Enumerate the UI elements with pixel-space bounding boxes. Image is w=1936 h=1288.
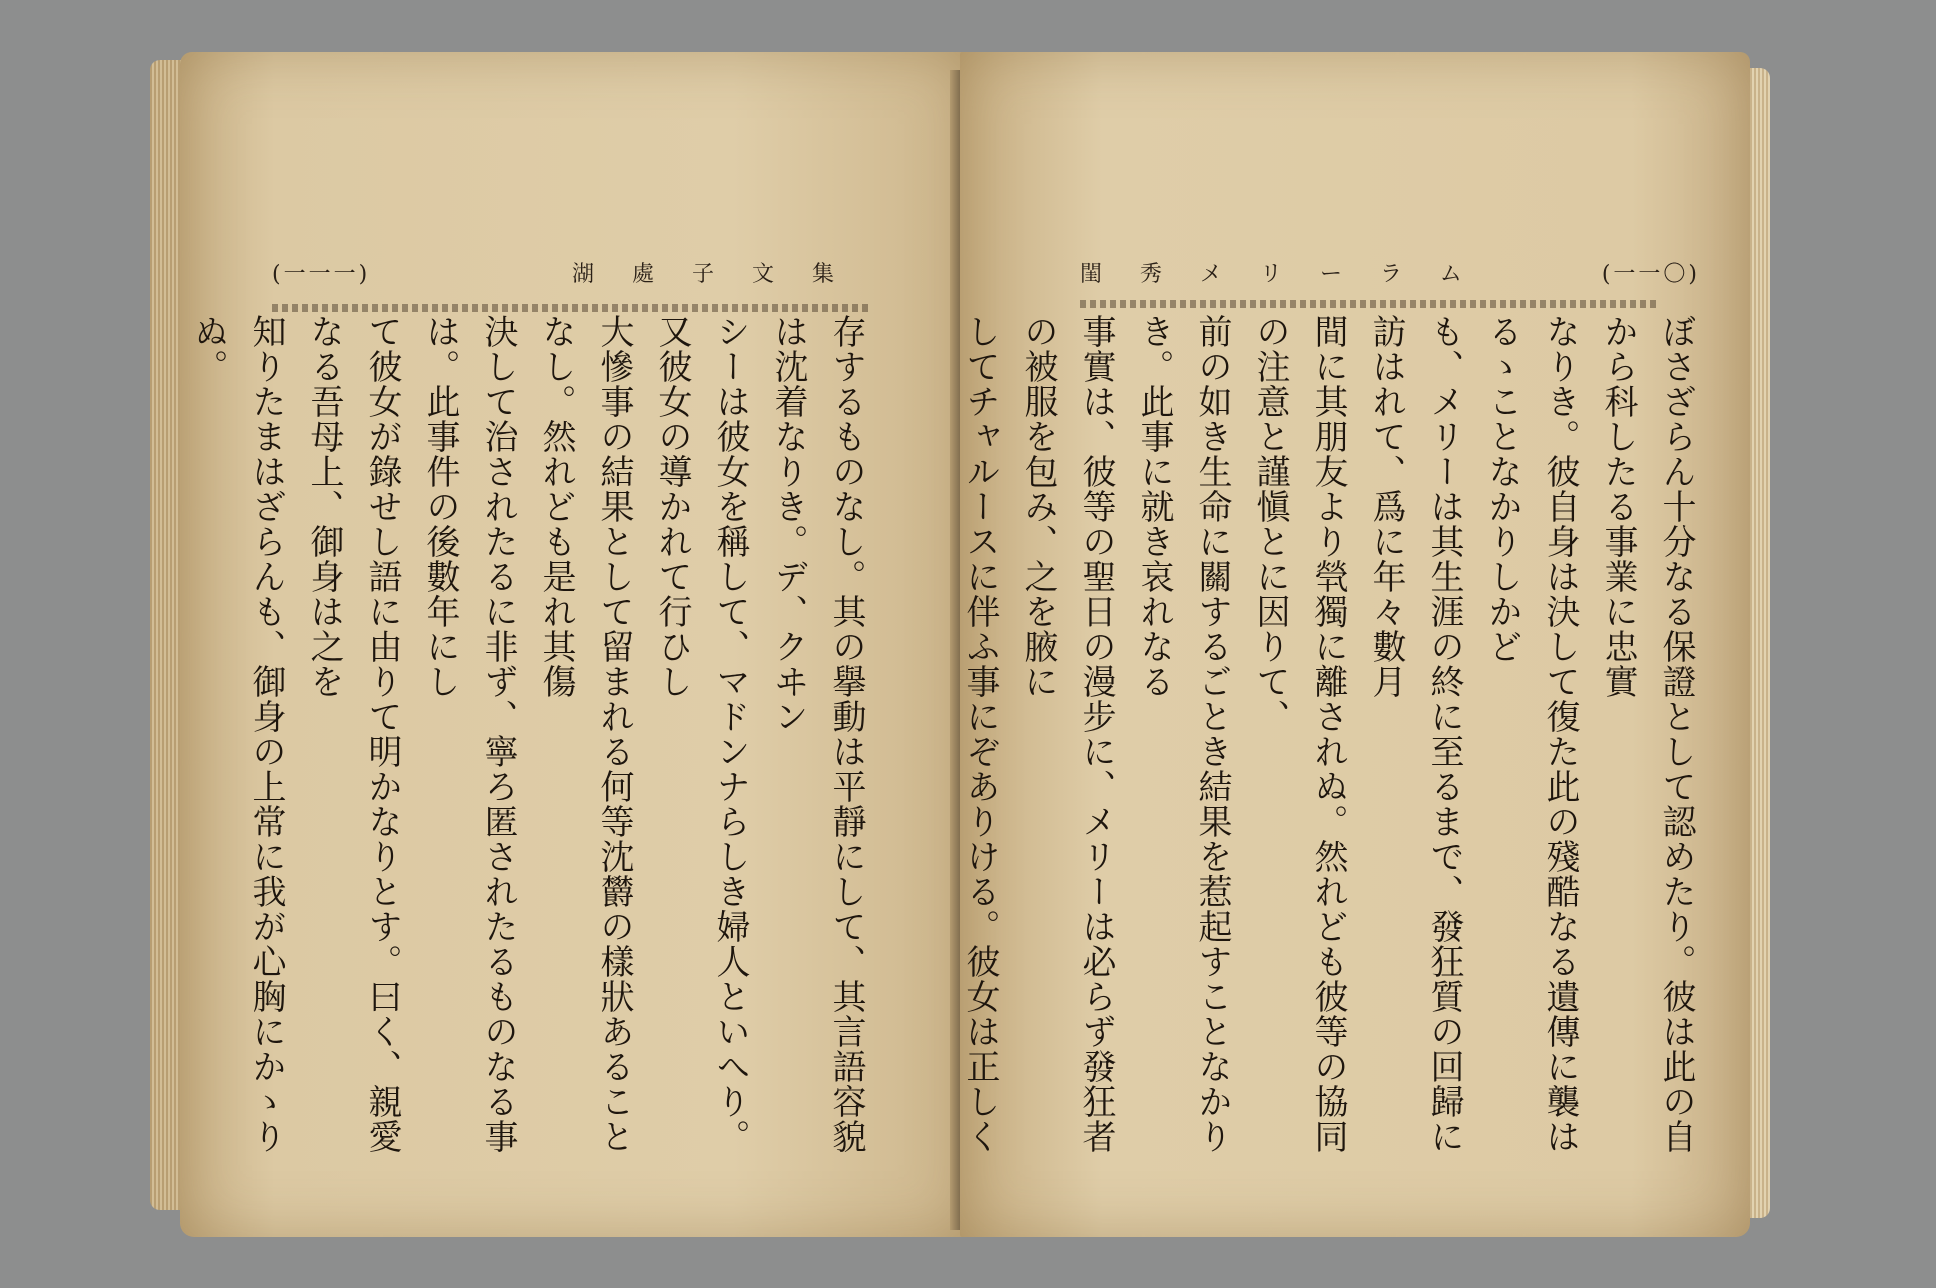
running-title: 湖處子文集 <box>571 261 872 287</box>
text-column: 間に其朋友より煢獨に離されぬ。然れども彼等の協同の注意と謹愼とに因りて、 <box>1250 314 1348 1154</box>
text-column: 決して治されたるに非ず、寧ろ匿されたるものなる事は。此事件の後數年にし <box>420 314 518 1154</box>
text-column: なりき。彼自身は決して復た此の殘酷なる遺傳に襲はるゝことなかりしかど <box>1482 314 1580 1154</box>
text-column: て彼女が錄せし語に由りて明かなりとす。曰く、親愛なる吾母上、御身は之を <box>304 314 402 1154</box>
text-column: 知りたまはざらんも、御身の上常に我が心胸にかゝりぬ。 <box>188 314 286 1154</box>
text-column: 大慘事の結果として留まれる何等沈欝の樣狀あることなし。然れども是れ其傷 <box>536 314 634 1154</box>
right-page <box>960 52 1750 1237</box>
header-rule <box>1080 300 1660 308</box>
open-book <box>150 40 1790 1255</box>
right-page-header <box>1080 252 1700 292</box>
header-rule <box>272 304 872 312</box>
text-column: 存するものなし。其の擧動は平靜にして、其言語容貌は沈着なりき。デ、クヰン <box>768 314 866 1154</box>
left-page <box>180 52 970 1237</box>
left-page-header <box>272 252 872 292</box>
page-number: (一一一) <box>272 261 371 287</box>
page-number: (一一〇) <box>1601 261 1700 287</box>
right-page-text <box>960 314 1705 1164</box>
running-title: 閨秀メリーラム <box>1080 261 1500 287</box>
text-column: ぼさざらん十分なる保證として認めたり。彼は此の自から科したる事業に忠實 <box>1598 314 1696 1154</box>
text-column: シーは彼女を稱して、マドンナらしき婦人といへり。又彼女の導かれて行ひし <box>652 314 750 1154</box>
text-column: 前の如き生命に關するごとき結果を惹起すことなかりき。此事に就き哀れなる <box>1134 314 1232 1154</box>
text-column: してチャルースに伴ふ事にぞありける。彼女は正しく <box>960 314 1000 1154</box>
text-column: 事實は、彼等の聖日の漫步に、メリーは必らず發狂者の被服を包み、之を腋に <box>1018 314 1116 1154</box>
left-page-text <box>188 314 875 1164</box>
text-column: も、メリーは其生涯の終に至るまで、發狂質の回歸に訪はれて、爲に年々數月 <box>1366 314 1464 1154</box>
